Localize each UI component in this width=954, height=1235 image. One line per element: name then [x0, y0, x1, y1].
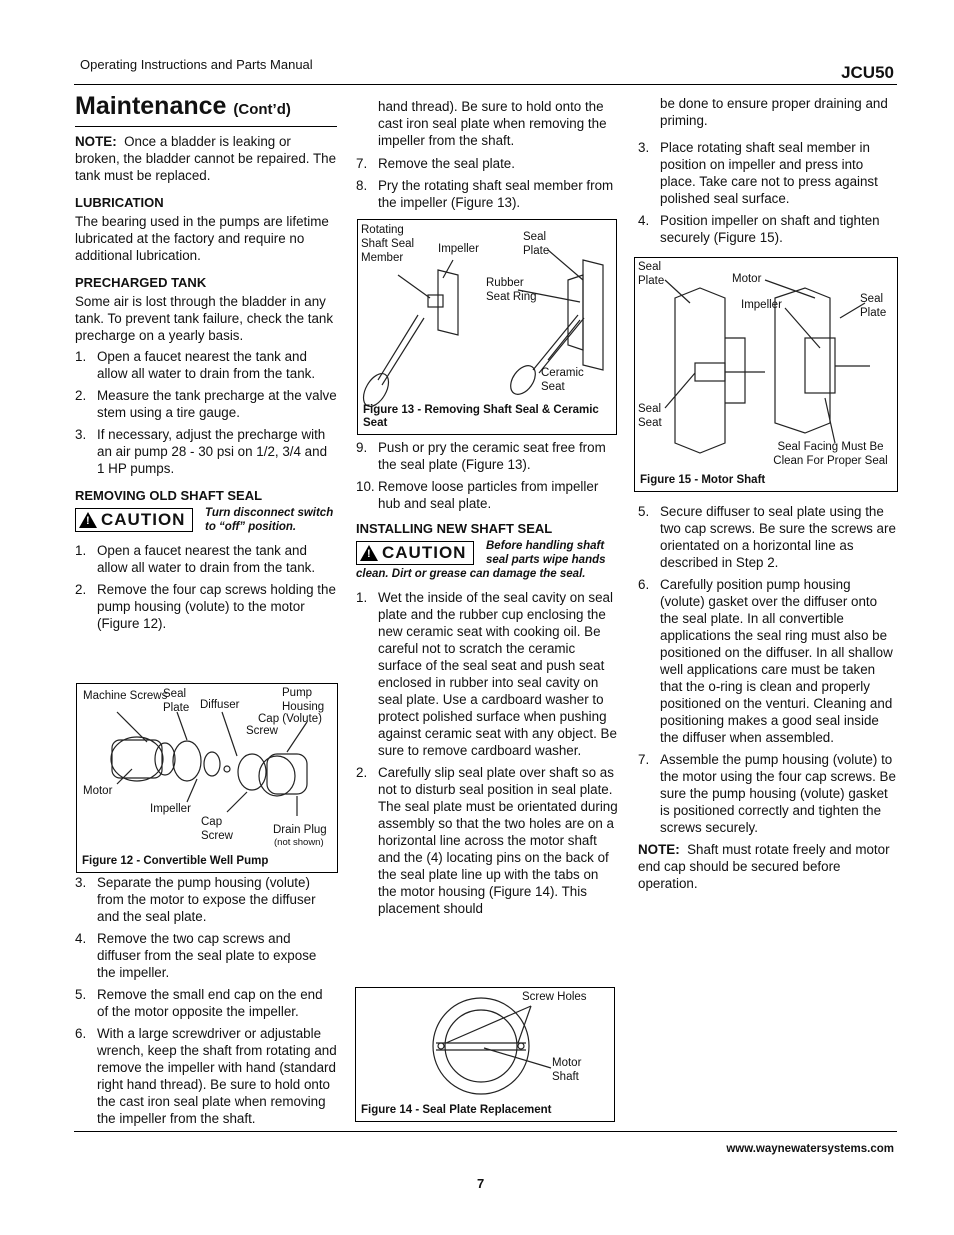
list-item: 2. Remove the four cap screws holding the pump housing (volute) to the motor (Figure 12).	[75, 582, 336, 631]
label-seal-seat: Seal Seat	[638, 403, 662, 429]
step-6-continued: hand thread). Be sure to hold onto the cast iron seal plate when removing the impeller from the shaft.	[378, 99, 607, 148]
list-item: 6. With a large screwdriver or adjustable wrench, keep the shaft from rotating and remove the impeller with hand (standard right hand thread). Be sure to hold onto the cast iron seal plate when removing the impeller from the shaft.	[75, 1026, 337, 1126]
list-item: 7. Assemble the pump housing (volute) to the motor using the four cap screws. Be sure the pump housing (volute) gasket is positioned correctly and tighten the screws securely.	[638, 752, 896, 835]
caution-disconnect: ! CAUTION Turn disconnect switch to “off” position.	[75, 506, 337, 534]
list-item: 7. Remove the seal plate.	[356, 156, 515, 171]
label-rotating-seal: Rotating Shaft Seal Member	[361, 224, 415, 264]
list-item: 2. Carefully slip seal plate over shaft so as not to disturb seal position in seal plate. The seal plate must be orientated during assembly so that the two holes are on a horizontal line across the motor shaft and the (4) locating pins on the back of the seal plate line up with the tabs on the motor housing (Figure 14). This placement should	[356, 765, 618, 916]
label-screw-holes: Screw Holes	[522, 991, 587, 1003]
label-machine-screws: Machine Screws	[83, 690, 168, 702]
figure-15	[634, 257, 898, 492]
page-number: 7	[477, 1176, 485, 1191]
tank-text: Some air is lost through the bladder in any tank. To prevent tank failure, check the tank precharge on a yearly basis.	[75, 294, 334, 343]
label-seal-plate: Seal Plate	[523, 231, 550, 257]
label-impeller: Impeller	[741, 299, 782, 311]
label-cap-screw: Cap Screw	[201, 816, 233, 842]
remove-steps-c	[356, 439, 618, 512]
remove-steps-b	[75, 874, 337, 1126]
list-item: 1. Wet the inside of the seal cavity on seal plate and the rubber cup enclosing the new ceramic seat with cooking oil. Be careful not to scratch the ceramic surface of the seal seat and push seat enclosed in rubber into seal cavity on seal plate. Use a cardboard washer to protect polished surface when pushing against ceramic seat with any object. Be sure to remove cardboard washer.	[356, 590, 617, 758]
remove-steps-a	[75, 542, 337, 632]
install-steps-c	[638, 503, 898, 836]
list-item: 6. Carefully position pump housing (volute) gasket over the diffuser onto the seal plate. In all convertible applications the seal ring must also be positioned on the diffuser. In all shallow well applications care must be taken that the o-ring is clean and properly positioned on the venturi. Cleaning and positioning makes a good seal inside the diffuser when assembled.	[638, 577, 893, 745]
column-3	[638, 95, 898, 251]
install-steps-b	[638, 139, 898, 246]
manual-title: Operating Instructions and Parts Manual	[80, 57, 313, 72]
list-item: 3. Place rotating shaft seal member in position on impeller and press into place. Take care not to press against polished seal surface.	[638, 140, 878, 206]
label-diffuser: Diffuser	[200, 699, 240, 711]
label-rubber-seat-ring: Rubber Seat Ring	[486, 277, 537, 303]
column-3-lower	[638, 503, 898, 900]
label-seal-plate-left: Seal Plate	[638, 261, 665, 287]
label-cap-volute: Cap (Volute)	[258, 713, 322, 725]
tank-heading: PRECHARGED TANK	[75, 275, 207, 290]
list-item: 3. If necessary, adjust the precharge with an air pump 28 - 30 psi on 1/2, 3/4 and 1 HP pumps.	[75, 427, 328, 476]
figure-14-caption: Figure 14 - Seal Plate Replacement	[361, 1104, 552, 1116]
footer-rule	[74, 1131, 897, 1132]
list-item: 5. Remove the small end cap on the end of the motor opposite the impeller.	[75, 987, 323, 1019]
label-seal-facing: Seal Facing Must Be Clean For Proper Seal	[773, 441, 888, 467]
figure-12	[76, 683, 338, 873]
figure-15-caption: Figure 15 - Motor Shaft	[640, 474, 766, 486]
label-ceramic-seat: Ceramic Seat	[541, 367, 584, 393]
list-item: 9. Push or pry the ceramic seat free from the seal plate (Figure 13).	[356, 440, 606, 472]
label-not-shown: (not shown)	[274, 837, 324, 848]
label-pump-housing: Pump Housing	[282, 687, 325, 713]
list-item: 1. Open a faucet nearest the tank and allow all water to drain from the tank.	[75, 543, 316, 575]
remove-heading: REMOVING OLD SHAFT SEAL	[75, 488, 263, 503]
note-bladder: NOTE: Once a bladder is leaking or broken, the bladder cannot be repaired. The tank must be replaced.	[75, 134, 337, 183]
caution-hands: ! CAUTION Before handling shaft seal parts wipe hands clean. Dirt or grease can damage the seal.	[356, 539, 618, 581]
column-1-lower	[75, 874, 337, 1126]
column-1	[75, 92, 337, 637]
caution-icon: ! CAUTION	[75, 508, 193, 532]
figure-13-caption: Figure 13 - Removing Shaft Seal & Ceramic Seat	[363, 404, 599, 429]
list-item: 3. Separate the pump housing (volute) from the motor to expose the diffuser and the seal plate.	[75, 875, 316, 924]
label-impeller: Impeller	[438, 243, 479, 255]
list-item: 2. Measure the tank precharge at the valve stem using a tire gauge.	[75, 388, 337, 420]
column-2-mid	[356, 439, 618, 920]
list-item: 4. Remove the two cap screws and diffuser from the seal plate to expose the impeller.	[75, 931, 317, 980]
list-item: 8. Pry the rotating shaft seal member from the impeller (Figure 13).	[356, 178, 614, 210]
caution-icon: ! CAUTION	[356, 541, 474, 565]
tank-steps	[75, 348, 337, 477]
note-shaft: NOTE: Shaft must rotate freely and motor end cap should be secured before operation.	[638, 842, 890, 891]
step-2-continued: be done to ensure proper draining and priming.	[660, 96, 888, 128]
model-number: JCU50	[841, 63, 894, 82]
section-title: Maintenance (Cont’d)	[75, 92, 337, 127]
figure-12-caption: Figure 12 - Convertible Well Pump	[82, 855, 269, 867]
header-rule	[74, 84, 897, 85]
seal-plate-illustration	[356, 988, 614, 1121]
label-motor: Motor	[83, 785, 113, 797]
footer-url[interactable]: www.waynewatersystems.com	[726, 1143, 894, 1155]
figure-14	[355, 987, 615, 1122]
label-screw: Screw	[246, 725, 278, 737]
label-seal-plate-right: Seal Plate	[860, 293, 887, 319]
install-steps-a	[356, 589, 618, 915]
figure-13	[357, 219, 617, 435]
label-seal-plate: Seal Plate	[163, 688, 190, 714]
remove-steps-b2	[356, 155, 618, 211]
list-item: 4. Position impeller on shaft and tighten securely (Figure 15).	[638, 213, 880, 245]
label-motor: Motor	[732, 273, 762, 285]
list-item: 5. Secure diffuser to seal plate using the two cap screws. Be sure the screws are orientated on a horizontal line as described in Step 2.	[638, 504, 896, 570]
label-drain-plug: Drain Plug	[273, 824, 327, 836]
install-heading: INSTALLING NEW SHAFT SEAL	[356, 521, 553, 536]
label-motor-shaft: Motor Shaft	[552, 1057, 582, 1083]
list-item: 1. Open a faucet nearest the tank and allow all water to drain from the tank.	[75, 349, 316, 381]
lubrication-heading: LUBRICATION	[75, 195, 164, 210]
list-item: 10. Remove loose particles from impeller hub and seal plate.	[356, 479, 599, 511]
column-2	[356, 98, 618, 216]
label-impeller: Impeller	[150, 803, 191, 815]
lubrication-text: The bearing used in the pumps are lifetime lubricated at the factory and require no additional lubrication.	[75, 214, 329, 263]
